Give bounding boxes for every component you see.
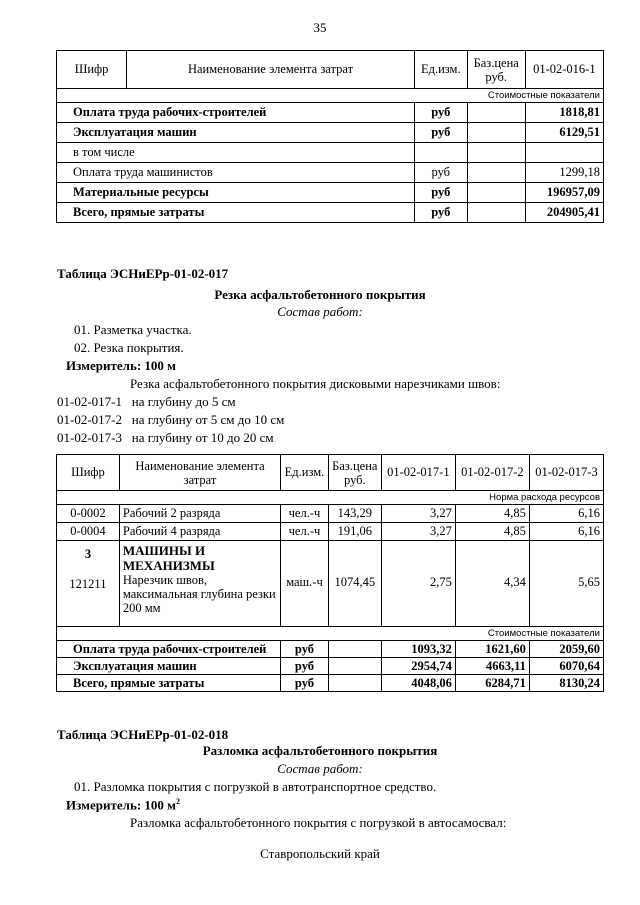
- description-017: Резка асфальтобетонного покрытия дисковыми нарезчиками швов:: [130, 376, 501, 391]
- machine-price: 1074,45: [328, 541, 381, 627]
- variant-item: [57, 412, 284, 428]
- section-title-018: Разломка асфальтобетонного покрытия: [202, 743, 438, 758]
- row-name: Рабочий 2 разряда: [119, 505, 280, 523]
- row-price: 191,06: [328, 523, 381, 541]
- row-value-2: 1621,60: [455, 641, 529, 658]
- row-value: 6129,51: [525, 123, 603, 143]
- description-018: Разломка асфальтобетонного покрытия с погрузкой в автосамосвал:: [130, 815, 507, 830]
- row-unit: чел.-ч: [281, 505, 329, 523]
- composition-label-018: Состав работ:: [277, 761, 363, 776]
- header-name: Наименование элемента затрат: [119, 455, 280, 491]
- row-name: Оплата труда машинистов: [57, 163, 415, 183]
- header-variant: 01-02-016-1: [525, 51, 603, 89]
- row-value-3: 2059,60: [529, 641, 603, 658]
- machines-group-code: 3: [84, 547, 92, 561]
- variant-code: 01-02-017-1: [57, 394, 122, 409]
- row-price: 143,29: [328, 505, 381, 523]
- row-name: Эксплуатация машин: [57, 123, 415, 143]
- table-id-018: Таблица ЭСНиЕРр-01-02-018: [57, 727, 229, 742]
- machine-code: 121211: [69, 577, 107, 591]
- row-unit: руб: [281, 675, 329, 692]
- variant-item: [57, 394, 236, 410]
- table-row: [57, 123, 604, 143]
- machines-names: [119, 541, 280, 627]
- header-variant-1: 01-02-017-1: [381, 455, 455, 491]
- header-unit: Ед.изм.: [414, 51, 467, 89]
- header-unit: Ед.изм.: [281, 455, 329, 491]
- machines-row: [57, 541, 604, 627]
- machine-unit: маш.-ч: [281, 541, 329, 627]
- row-value-1: 3,27: [381, 505, 455, 523]
- header-variant-2: 01-02-017-2: [455, 455, 529, 491]
- variant-item: [57, 430, 274, 446]
- header-code: Шифр: [57, 51, 127, 89]
- variant-code: 01-02-017-3: [57, 430, 122, 445]
- table-id-017: Таблица ЭСНиЕРр-01-02-017: [57, 266, 229, 281]
- row-value-3: 6070,64: [529, 658, 603, 675]
- variant-text: на глубину до 5 см: [131, 394, 236, 409]
- row-value-1: 4048,06: [381, 675, 455, 692]
- table-row: [57, 641, 604, 658]
- section-label: Стоимостные показатели: [57, 89, 604, 103]
- header-code: Шифр: [57, 455, 120, 491]
- meter-018: [66, 797, 180, 813]
- row-name: Эксплуатация машин: [57, 658, 281, 675]
- machine-name: Нарезчик швов, максимальная глубина резки 200 мм: [122, 573, 276, 615]
- machine-value-3: 5,65: [529, 541, 603, 627]
- row-code: 0-0002: [57, 505, 120, 523]
- section-title-017: Резка асфальтобетонного покрытия: [214, 287, 426, 302]
- header-price: Баз.цена руб.: [467, 51, 525, 89]
- table-row: [57, 183, 604, 203]
- row-name: Рабочий 4 разряда: [119, 523, 280, 541]
- meter-text: Измеритель: 100 м: [66, 797, 177, 813]
- row-name: Материальные ресурсы: [57, 183, 415, 203]
- step-item: 01. Разметка участка.: [74, 322, 192, 337]
- table-header-row: [57, 455, 604, 491]
- cost-label: Стоимостные показатели: [57, 627, 604, 641]
- row-value: 196957,09: [525, 183, 603, 203]
- table-header-row: [57, 51, 604, 89]
- table-row: [57, 523, 604, 541]
- row-name: Всего, прямые затраты: [57, 675, 281, 692]
- machine-value-1: 2,75: [381, 541, 455, 627]
- header-name: Наименование элемента затрат: [127, 51, 415, 89]
- cost-table-01-02-016: [56, 50, 604, 223]
- row-unit: чел.-ч: [281, 523, 329, 541]
- row-code: 0-0004: [57, 523, 120, 541]
- variant-code: 01-02-017-2: [57, 412, 122, 427]
- row-value: 1818,81: [525, 103, 603, 123]
- row-name: в том числе: [57, 143, 415, 163]
- row-unit: руб: [414, 203, 467, 223]
- machines-codes: [57, 541, 120, 627]
- meter-017: Измеритель: 100 м: [66, 358, 177, 373]
- machines-group-title: МАШИНЫ И МЕХАНИЗМЫ: [122, 543, 215, 573]
- variant-text: на глубину от 5 см до 10 см: [131, 412, 285, 427]
- meter-superscript: 2: [176, 797, 181, 806]
- row-name: Оплата труда рабочих-строителей: [57, 641, 281, 658]
- table-row: [57, 163, 604, 183]
- header-variant-3: 01-02-017-3: [529, 455, 603, 491]
- row-value-2: 6284,71: [455, 675, 529, 692]
- row-value-1: 2954,74: [381, 658, 455, 675]
- composition-label-017: Состав работ:: [277, 304, 363, 319]
- row-value-1: 3,27: [381, 523, 455, 541]
- row-unit: руб: [414, 123, 467, 143]
- row-value-2: 4663,11: [455, 658, 529, 675]
- row-value: 204905,41: [525, 203, 603, 223]
- row-name: Всего, прямые затраты: [57, 203, 415, 223]
- step-item: 02. Резка покрытия.: [74, 340, 184, 355]
- step-item: 01. Разломка покрытия с погрузкой в автотранспортное средство.: [74, 779, 437, 794]
- table-row: [57, 103, 604, 123]
- row-value-1: 1093,32: [381, 641, 455, 658]
- row-value: 1299,18: [525, 163, 603, 183]
- table-row: [57, 658, 604, 675]
- row-unit: руб: [414, 183, 467, 203]
- row-value-3: 8130,24: [529, 675, 603, 692]
- row-name: Оплата труда рабочих-строителей: [57, 103, 415, 123]
- machine-value-2: 4,34: [455, 541, 529, 627]
- table-row: [57, 143, 604, 163]
- resource-table-01-02-017: [56, 454, 604, 692]
- row-unit: руб: [414, 103, 467, 123]
- page-footer-region: Ставропольский край: [260, 846, 380, 861]
- row-value-3: 6,16: [529, 523, 603, 541]
- table-row: [57, 675, 604, 692]
- table-row: [57, 203, 604, 223]
- variant-text: на глубину от 10 до 20 см: [131, 430, 274, 445]
- row-unit: руб: [281, 658, 329, 675]
- table-row: [57, 505, 604, 523]
- row-value-3: 6,16: [529, 505, 603, 523]
- row-value-2: 4,85: [455, 505, 529, 523]
- page-number: 35: [313, 20, 327, 35]
- row-value-2: 4,85: [455, 523, 529, 541]
- row-unit: руб: [414, 163, 467, 183]
- header-price: Баз.цена руб.: [328, 455, 381, 491]
- norm-label: Норма расхода ресурсов: [57, 491, 604, 505]
- row-unit: руб: [281, 641, 329, 658]
